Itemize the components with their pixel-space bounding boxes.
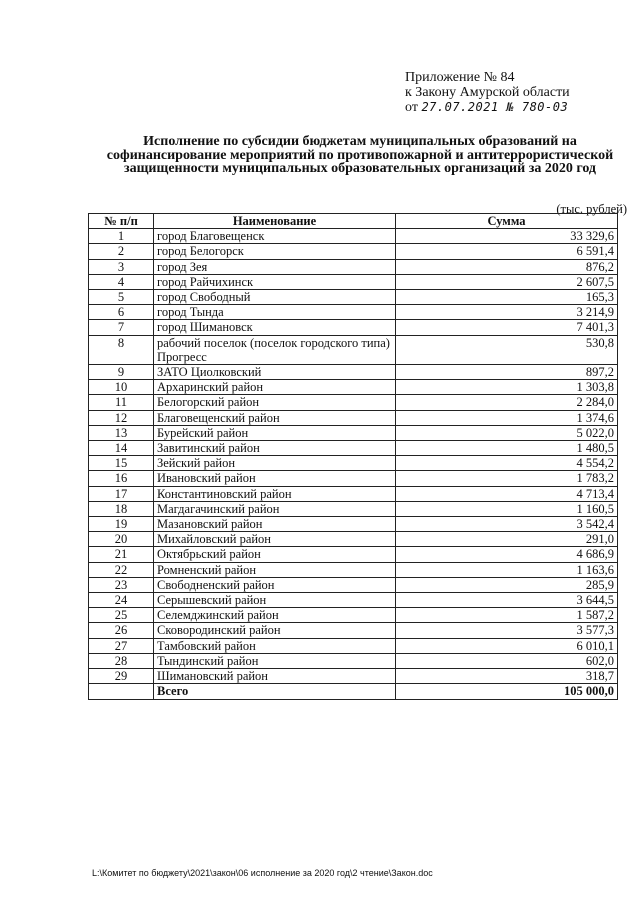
row-sum: 3 644,5 (396, 593, 618, 608)
appendix-block (405, 71, 570, 116)
row-number: 18 (89, 501, 154, 516)
row-number: 14 (89, 441, 154, 456)
row-name: Октябрьский район (154, 547, 396, 562)
appendix-date-line (405, 100, 570, 116)
table-row (89, 486, 618, 501)
total-label: Всего (154, 684, 396, 699)
row-sum: 2 284,0 (396, 395, 618, 410)
row-name: город Зея (154, 259, 396, 274)
row-sum: 4 554,2 (396, 456, 618, 471)
table-row (89, 623, 618, 638)
total-number (89, 684, 154, 699)
table-row (89, 274, 618, 289)
row-number: 20 (89, 532, 154, 547)
row-sum: 6 591,4 (396, 244, 618, 259)
table-row (89, 380, 618, 395)
table-row (89, 593, 618, 608)
handwritten-date-number: 27.07.2021 № 780-03 (421, 100, 569, 114)
row-number: 12 (89, 410, 154, 425)
row-sum: 602,0 (396, 653, 618, 668)
row-number: 3 (89, 259, 154, 274)
row-number: 21 (89, 547, 154, 562)
row-sum: 33 329,6 (396, 229, 618, 244)
row-number: 10 (89, 380, 154, 395)
header-number: № п/п (89, 214, 154, 229)
table-body (89, 229, 618, 699)
table-row (89, 290, 618, 305)
table-row (89, 425, 618, 440)
row-number: 9 (89, 365, 154, 380)
table-row (89, 305, 618, 320)
row-sum: 1 480,5 (396, 441, 618, 456)
row-sum: 291,0 (396, 532, 618, 547)
row-number: 7 (89, 320, 154, 335)
row-number: 2 (89, 244, 154, 259)
row-sum: 6 010,1 (396, 638, 618, 653)
row-sum: 530,8 (396, 335, 618, 364)
row-name: Константиновский район (154, 486, 396, 501)
table-row (89, 653, 618, 668)
row-name: город Шимановск (154, 320, 396, 335)
row-number: 22 (89, 562, 154, 577)
row-number: 15 (89, 456, 154, 471)
row-name: Свободненский район (154, 577, 396, 592)
appendix-number: Приложение № 84 (405, 70, 515, 85)
row-number: 8 (89, 335, 154, 364)
row-sum: 165,3 (396, 290, 618, 305)
table-row (89, 547, 618, 562)
table-row (89, 562, 618, 577)
row-sum: 7 401,3 (396, 320, 618, 335)
table-row (89, 229, 618, 244)
row-sum: 876,2 (396, 259, 618, 274)
row-name: город Белогорск (154, 244, 396, 259)
table-row (89, 259, 618, 274)
row-number: 24 (89, 593, 154, 608)
row-number: 5 (89, 290, 154, 305)
row-name: ЗАТО Циолковский (154, 365, 396, 380)
row-name: Тындинский район (154, 653, 396, 668)
header-name: Наименование (154, 214, 396, 229)
row-number: 1 (89, 229, 154, 244)
row-number: 25 (89, 608, 154, 623)
row-name: город Тында (154, 305, 396, 320)
row-number: 16 (89, 471, 154, 486)
document-title: Исполнение по субсидии бюджетам муниципальных образований на софинансирование мероприятий по противопожарной и антитеррористической защищенности муниципальных образовательных организаций за 2020 год (106, 134, 614, 176)
table-row (89, 577, 618, 592)
row-sum: 3 542,4 (396, 517, 618, 532)
subsidy-table (88, 213, 618, 700)
table-header-row (89, 214, 618, 229)
row-name: Михайловский район (154, 532, 396, 547)
row-name: город Свободный (154, 290, 396, 305)
row-number: 27 (89, 638, 154, 653)
table-row (89, 365, 618, 380)
row-name: Сковородинский район (154, 623, 396, 638)
row-sum: 318,7 (396, 669, 618, 684)
units-label: (тыс. рублей) (556, 202, 627, 216)
row-name: Бурейский район (154, 425, 396, 440)
table-row (89, 441, 618, 456)
header-sum: Сумма (396, 214, 618, 229)
row-name: Благовещенский район (154, 410, 396, 425)
table-row (89, 410, 618, 425)
row-sum: 1 587,2 (396, 608, 618, 623)
table-row (89, 456, 618, 471)
row-number: 28 (89, 653, 154, 668)
row-name: рабочий поселок (поселок городского типа) Прогресс (154, 335, 396, 364)
table-row (89, 608, 618, 623)
row-sum: 1 783,2 (396, 471, 618, 486)
row-name: Ивановский район (154, 471, 396, 486)
row-name: Завитинский район (154, 441, 396, 456)
table-row (89, 335, 618, 364)
row-sum: 285,9 (396, 577, 618, 592)
row-sum: 3 577,3 (396, 623, 618, 638)
row-sum: 4 686,9 (396, 547, 618, 562)
row-sum: 1 160,5 (396, 501, 618, 516)
file-path-footer: L:\Комитет по бюджету\2021\закон\06 исполнение за 2020 год\2 чтение\Закон.doc (92, 868, 433, 878)
row-number: 19 (89, 517, 154, 532)
row-sum: 1 303,8 (396, 380, 618, 395)
row-number: 4 (89, 274, 154, 289)
row-sum: 2 607,5 (396, 274, 618, 289)
row-name: Ромненский район (154, 562, 396, 577)
row-sum: 3 214,9 (396, 305, 618, 320)
row-name: Магдагачинский район (154, 501, 396, 516)
total-sum: 105 000,0 (396, 684, 618, 699)
row-sum: 1 374,6 (396, 410, 618, 425)
appendix-date-prefix: от (405, 100, 418, 115)
row-name: город Благовещенск (154, 229, 396, 244)
row-number: 6 (89, 305, 154, 320)
table-row (89, 395, 618, 410)
table-row (89, 669, 618, 684)
row-name: Зейский район (154, 456, 396, 471)
table-row (89, 532, 618, 547)
row-number: 11 (89, 395, 154, 410)
row-number: 26 (89, 623, 154, 638)
row-name: Мазановский район (154, 517, 396, 532)
row-name: Архаринский район (154, 380, 396, 395)
table-row (89, 501, 618, 516)
row-name: Тамбовский район (154, 638, 396, 653)
table-row (89, 471, 618, 486)
row-sum: 4 713,4 (396, 486, 618, 501)
row-number: 13 (89, 425, 154, 440)
row-name: Серышевский район (154, 593, 396, 608)
table-total-row (89, 684, 618, 699)
row-sum: 1 163,6 (396, 562, 618, 577)
row-name: Белогорский район (154, 395, 396, 410)
row-name: Шимановский район (154, 669, 396, 684)
row-name: город Райчихинск (154, 274, 396, 289)
appendix-law: к Закону Амурской области (405, 84, 570, 100)
table-row (89, 244, 618, 259)
table-row (89, 320, 618, 335)
table-row (89, 638, 618, 653)
row-sum: 897,2 (396, 365, 618, 380)
row-number: 29 (89, 669, 154, 684)
row-number: 17 (89, 486, 154, 501)
table-row (89, 517, 618, 532)
row-sum: 5 022,0 (396, 425, 618, 440)
row-name: Селемджинский район (154, 608, 396, 623)
row-number: 23 (89, 577, 154, 592)
